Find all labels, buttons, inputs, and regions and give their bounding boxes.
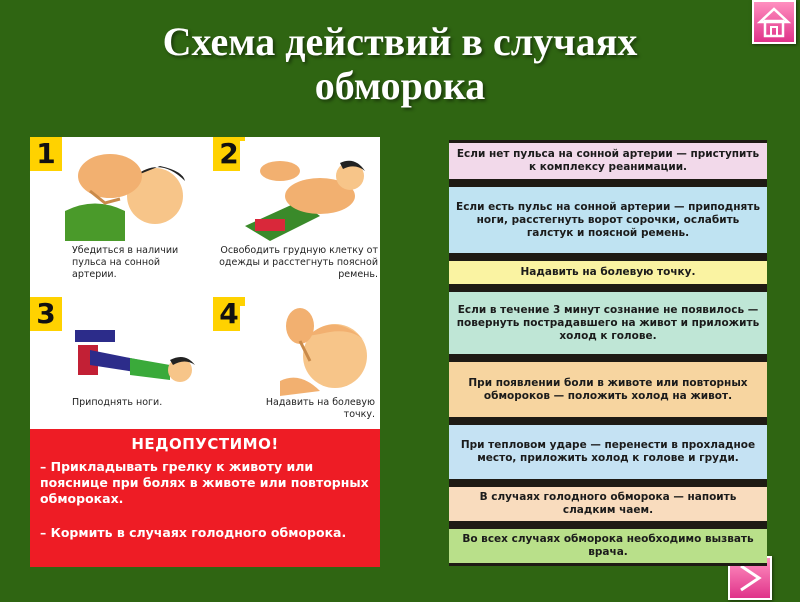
first-aid-steps-panel (30, 137, 380, 567)
flow-step-2: Если есть пульс на сонной артерии — приподнять ноги, расстегнуть ворот сорочки, ослабить галстук и поясной ремень. (449, 187, 767, 253)
step-caption: Освободить грудную клетку от одежды и расстегнуть поясной ремень. (219, 245, 378, 280)
loosen-clothing-illustration (240, 141, 375, 241)
action-flow-chart (449, 140, 767, 566)
flow-arrow (592, 253, 624, 261)
raise-legs-illustration (70, 305, 205, 405)
step-2 (205, 137, 380, 297)
warning-item: – Прикладывать грелку к животу или пояснице при болях в животе или повторных обмороках. (40, 459, 369, 506)
title-line-1: Схема действий в случаях (162, 19, 638, 64)
title-line-2: обморока (314, 63, 486, 108)
step-number: 4 (213, 297, 245, 331)
flow-step-6: При тепловом ударе — перенести в прохладное место, приложить холод к голове и груди. (449, 425, 767, 479)
flow-step-3: Надавить на болевую точку. (449, 261, 767, 284)
flow-step-1: Если нет пульса на сонной артерии — приступить к комплексу реанимации. (449, 143, 767, 179)
step-caption: Убедиться в наличии пульса на сонной артерии. (72, 245, 179, 280)
step-number: 1 (30, 137, 62, 171)
step-number: 3 (30, 297, 62, 331)
step-caption: Надавить на болевую точку. (265, 397, 375, 420)
flow-arrow (592, 354, 624, 362)
home-icon (754, 2, 794, 42)
warning-title: НЕДОПУСТИМО! (131, 435, 279, 453)
flow-arrow (592, 479, 624, 487)
flow-step-5: При появлении боли в животе или повторных обмороков — положить холод на живот. (449, 362, 767, 417)
flow-arrow (592, 284, 624, 292)
flow-arrow (592, 179, 624, 187)
step-1 (30, 137, 205, 297)
warning-box (30, 429, 380, 567)
check-pulse-illustration (65, 141, 200, 241)
pressure-point-illustration (240, 301, 375, 401)
step-number: 2 (213, 137, 245, 171)
home-button[interactable] (752, 0, 796, 44)
flow-step-8: Во всех случаях обморока необходимо вызвать врача. (449, 529, 767, 563)
flow-arrow (592, 417, 624, 425)
flow-arrow (592, 521, 624, 529)
step-caption: Приподнять ноги. (72, 397, 163, 408)
warning-item: – Кормить в случаях голодного обморока. (40, 525, 347, 540)
flow-step-4: Если в течение 3 минут сознание не появилось — повернуть пострадавшего на живот и приложить холод к голове. (449, 292, 767, 354)
flow-step-7: В случаях голодного обморока — напоить сладким чаем. (449, 487, 767, 521)
page-title (0, 20, 800, 108)
